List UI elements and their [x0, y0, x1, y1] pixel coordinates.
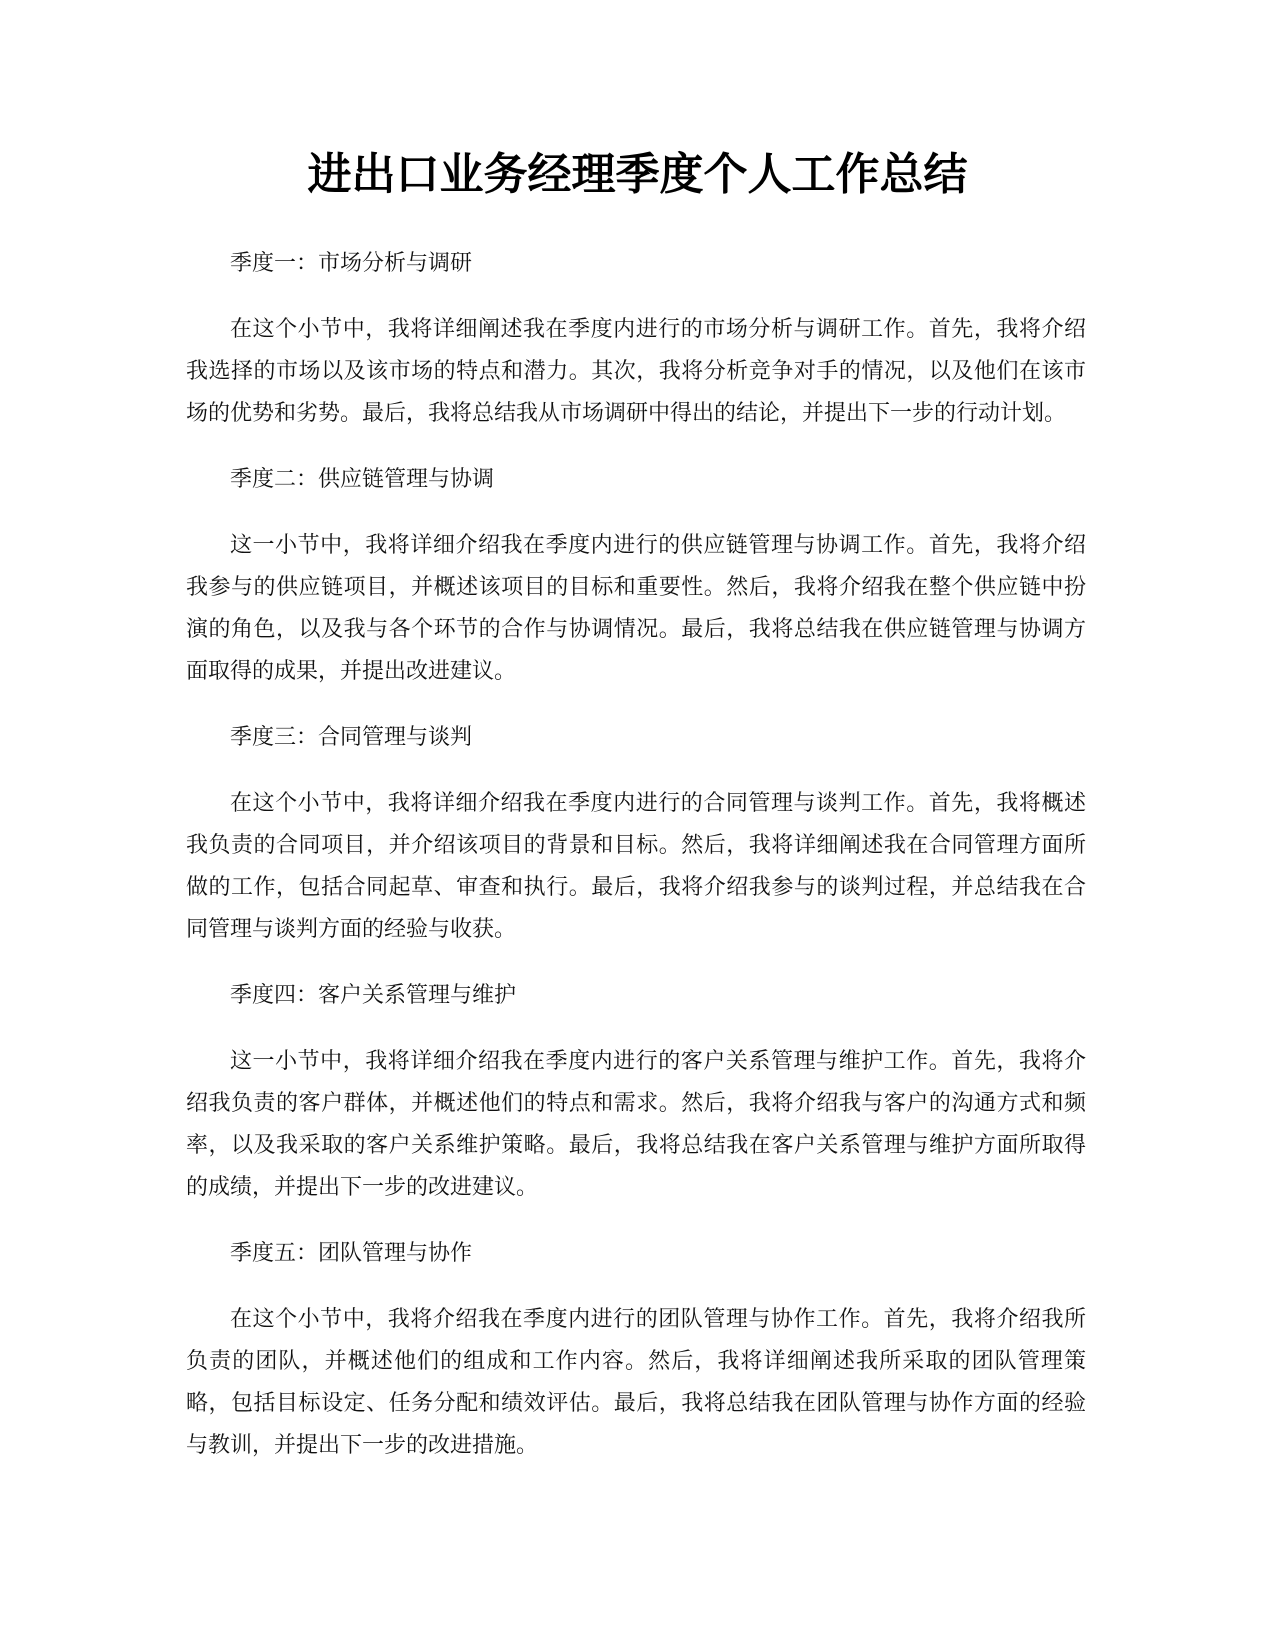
section-paragraph-5: 在这个小节中，我将介绍我在季度内进行的团队管理与协作工作。首先，我将介绍我所负责的团队，并概述他们的组成和工作内容。然后，我将详细阐述我所采取的团队管理策略，包括目标设定、任务分配和绩效评估。最后，我将总结我在团队管理与协作方面的经验与教训，并提出下一步的改进措施。: [186, 1307, 1086, 1458]
section-paragraph-4: 这一小节中，我将详细介绍我在季度内进行的客户关系管理与维护工作。首先，我将介绍我负责的客户群体，并概述他们的特点和需求。然后，我将介绍我与客户的沟通方式和频率，以及我采取的客户关系维护策略。最后，我将总结我在客户关系管理与维护方面所取得的成绩，并提出下一步的改进建议。: [186, 1049, 1086, 1200]
section-heading-4: 季度四：客户关系管理与维护: [230, 983, 517, 1008]
section-heading-3: 季度三：合同管理与谈判: [230, 725, 473, 750]
section-heading-5: 季度五：团队管理与协作: [230, 1241, 473, 1266]
document-body: [186, 243, 1086, 1491]
document-title: 进出口业务经理季度个人工作总结: [307, 149, 968, 200]
section-paragraph-2: 这一小节中，我将详细介绍我在季度内进行的供应链管理与协调工作。首先，我将介绍我参与的供应链项目，并概述该项目的目标和重要性。然后，我将介绍我在整个供应链中扮演的角色，以及我与各个环节的合作与协调情况。最后，我将总结我在供应链管理与协调方面取得的成果，并提出改进建议。: [186, 533, 1086, 684]
section-heading-2: 季度二：供应链管理与协调: [230, 467, 495, 492]
section-paragraph-1: 在这个小节中，我将详细阐述我在季度内进行的市场分析与调研工作。首先，我将介绍我选择的市场以及该市场的特点和潜力。其次，我将分析竞争对手的情况，以及他们在该市场的优势和劣势。最后，我将总结我从市场调研中得出的结论，并提出下一步的行动计划。: [186, 317, 1086, 426]
section-heading-1: 季度一：市场分析与调研: [230, 251, 473, 276]
section-paragraph-3: 在这个小节中，我将详细介绍我在季度内进行的合同管理与谈判工作。首先，我将概述我负责的合同项目，并介绍该项目的背景和目标。然后，我将详细阐述我在合同管理方面所做的工作，包括合同起草、审查和执行。最后，我将介绍我参与的谈判过程，并总结我在合同管理与谈判方面的经验与收获。: [186, 791, 1086, 942]
